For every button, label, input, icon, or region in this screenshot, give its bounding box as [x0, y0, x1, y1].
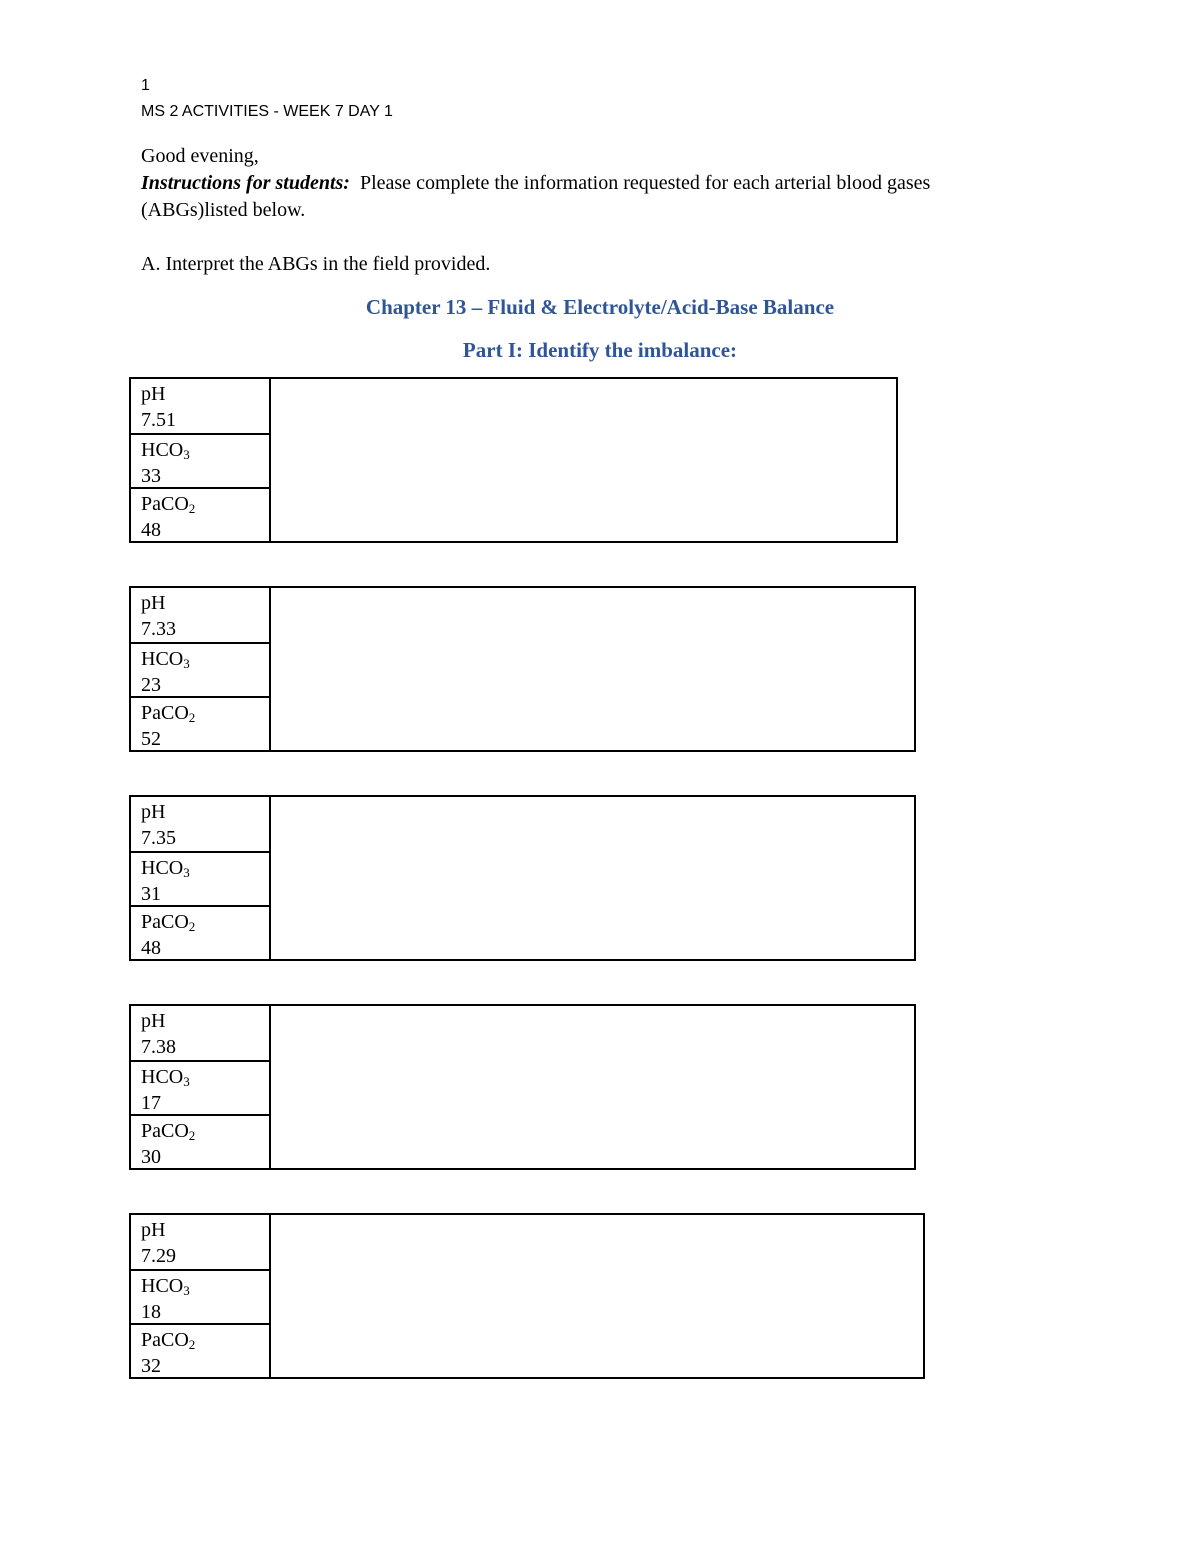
interpretation-field[interactable]: [271, 797, 914, 959]
abg-table: [129, 795, 916, 961]
instructions-text: Please complete the information requested for each arterial blood gases (ABGs)listed below.: [141, 172, 931, 221]
paco2-cell: [131, 1114, 269, 1168]
abg-values-column: [131, 379, 271, 541]
abg-table: [129, 1213, 925, 1379]
ph-value: 7.35: [141, 827, 176, 849]
abg-values-column: [131, 588, 271, 750]
hco3-value: 17: [141, 1092, 161, 1114]
hco3-value: 23: [141, 674, 161, 696]
hco3-label: $HCO_3$: [141, 1066, 190, 1089]
ph-value: 7.29: [141, 1245, 176, 1267]
page-number: 1: [141, 77, 150, 94]
instructions: [141, 170, 1041, 224]
instructions-label: Instructions for students:: [141, 172, 350, 194]
hco3-value: 18: [141, 1301, 161, 1323]
hco3-cell: [131, 433, 269, 487]
part-title: Part I: Identify the imbalance:: [462, 338, 738, 362]
abg-table: [129, 1004, 916, 1170]
ph-value: 7.38: [141, 1036, 176, 1058]
greeting: Good evening,: [141, 145, 259, 167]
interpretation-field[interactable]: [271, 379, 896, 541]
abg-table: [129, 586, 916, 752]
ph-cell: [131, 379, 269, 433]
interpretation-field[interactable]: [271, 588, 914, 750]
ph-label: pH: [141, 1219, 166, 1241]
abg-values-column: [131, 1006, 271, 1168]
paco2-label: PaCO$_2$: [141, 702, 196, 725]
ph-cell: [131, 797, 269, 851]
abg-values-column: [131, 1215, 271, 1377]
hco3-label: $HCO_3$: [141, 648, 190, 671]
paco2-value: 52: [141, 728, 161, 750]
paco2-value: 30: [141, 1146, 161, 1168]
ph-value: 7.33: [141, 618, 176, 640]
interpretation-field[interactable]: [271, 1215, 923, 1377]
hco3-value: 33: [141, 465, 161, 487]
document-header: MS 2 ACTIVITIES - WEEK 7 DAY 1: [141, 103, 393, 120]
ph-label: pH: [141, 801, 166, 823]
chapter-title: Chapter 13 – Fluid & Electrolyte/Acid-Base Balance: [365, 295, 835, 319]
hco3-value: 31: [141, 883, 161, 905]
paco2-cell: [131, 487, 269, 541]
ph-cell: [131, 1006, 269, 1060]
ph-label: pH: [141, 383, 166, 405]
interpretation-field[interactable]: [271, 1006, 914, 1168]
ph-label: pH: [141, 1010, 166, 1032]
hco3-cell: [131, 1060, 269, 1114]
hco3-cell: [131, 851, 269, 905]
paco2-cell: [131, 1323, 269, 1377]
hco3-label: $HCO_3$: [141, 1275, 190, 1298]
paco2-label: PaCO$_2$: [141, 1329, 196, 1352]
abg-table: [129, 377, 898, 543]
paco2-label: PaCO$_2$: [141, 493, 196, 516]
hco3-label: $HCO_3$: [141, 439, 190, 462]
paco2-value: 32: [141, 1355, 161, 1377]
ph-cell: [131, 1215, 269, 1269]
paco2-value: 48: [141, 519, 161, 541]
ph-value: 7.51: [141, 409, 176, 431]
paco2-value: 48: [141, 937, 161, 959]
abg-values-column: [131, 797, 271, 959]
paco2-cell: [131, 696, 269, 750]
task-instruction: A. Interpret the ABGs in the field provided.: [141, 253, 491, 275]
ph-label: pH: [141, 592, 166, 614]
hco3-cell: [131, 1269, 269, 1323]
hco3-cell: [131, 642, 269, 696]
paco2-cell: [131, 905, 269, 959]
paco2-label: PaCO$_2$: [141, 911, 196, 934]
ph-cell: [131, 588, 269, 642]
hco3-label: $HCO_3$: [141, 857, 190, 880]
paco2-label: PaCO$_2$: [141, 1120, 196, 1143]
